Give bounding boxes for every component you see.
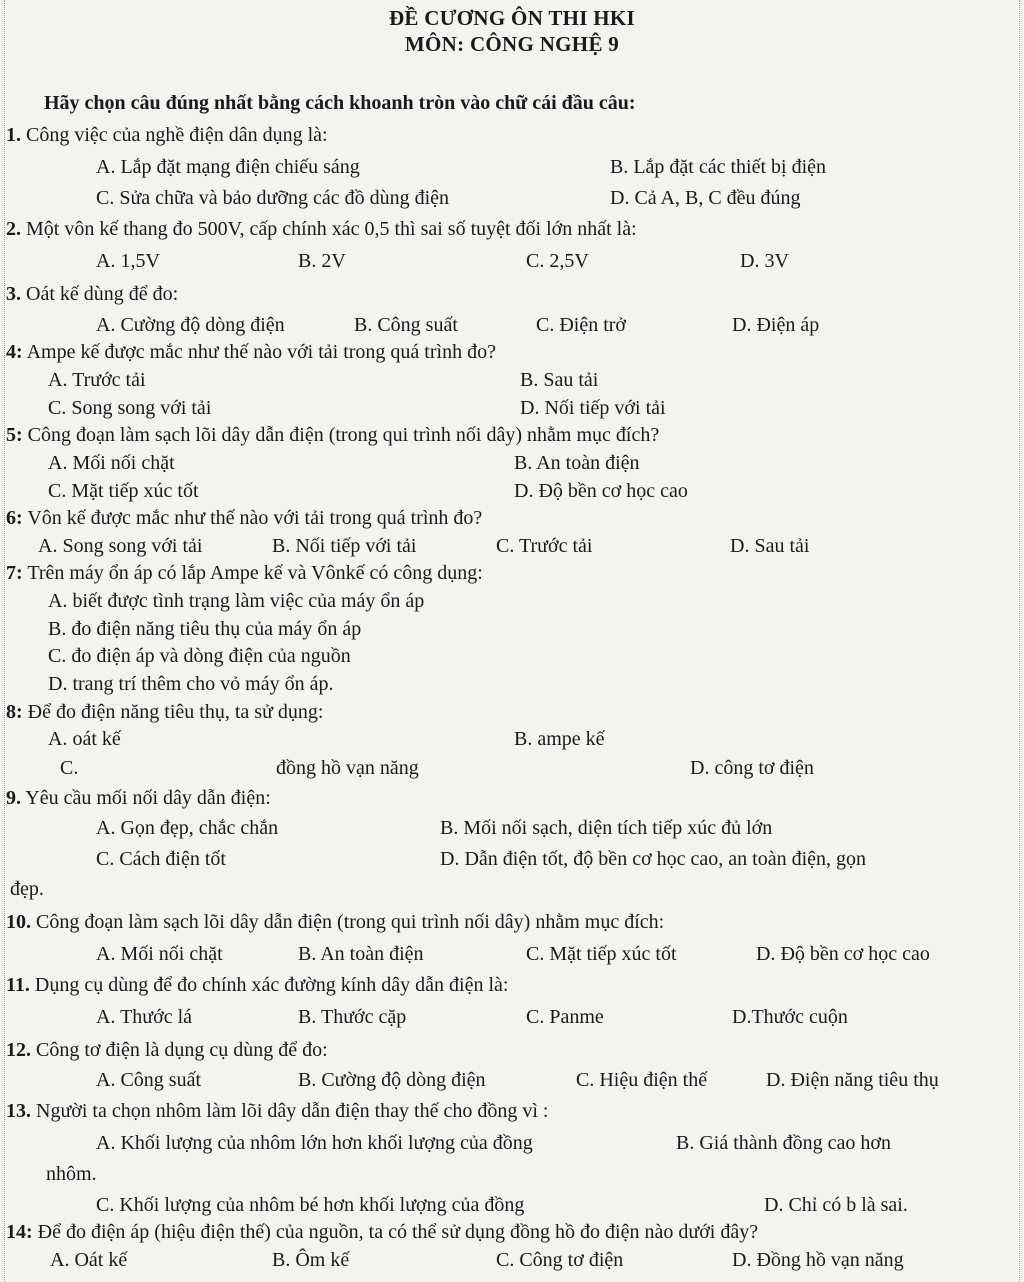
option-b[interactable]: B. ampe kế xyxy=(514,728,605,750)
question-text: Yêu cầu mối nối dây dẫn điện: xyxy=(25,787,271,809)
document-title: ĐỀ CƯƠNG ÔN THI HKI xyxy=(388,6,636,30)
question-text: Ampe kế được mắc như thế nào với tải trong quá trình đo? xyxy=(26,341,496,363)
option-a[interactable]: A. Mối nối chặt xyxy=(96,943,223,965)
option-c[interactable]: C. Công tơ điện xyxy=(496,1249,624,1271)
option-d[interactable]: D. Cả A, B, C đều đúng xyxy=(610,187,801,209)
option-c[interactable]: C. xyxy=(60,757,79,779)
option-c[interactable]: C. Trước tải xyxy=(496,535,593,557)
option-a[interactable]: A. Công suất xyxy=(96,1069,201,1091)
question-text: Để đo điện áp (hiệu điện thế) của nguồn, ta có thể sử dụng đồng hồ đo điện nào dưới đây? xyxy=(37,1221,759,1243)
question-9 xyxy=(6,787,271,810)
option-a[interactable]: A. Thước lá xyxy=(96,1006,193,1028)
option-b[interactable]: B. 2V xyxy=(298,250,346,272)
question-4 xyxy=(6,341,496,364)
question-number: 3. xyxy=(6,283,21,305)
question-3 xyxy=(6,283,178,306)
question-1 xyxy=(6,124,328,147)
option-b[interactable]: B. Cường độ dòng điện xyxy=(298,1069,486,1091)
option-d-continued: đẹp. xyxy=(10,878,44,900)
option-a[interactable]: A. Lắp đặt mạng điện chiếu sáng xyxy=(96,156,360,178)
question-text: Người ta chọn nhôm làm lõi dây dẫn điện thay thế cho đồng vì : xyxy=(36,1100,549,1122)
option-b[interactable]: B. An toàn điện xyxy=(514,452,640,474)
question-number: 7: xyxy=(6,562,23,584)
option-c[interactable]: C. Panme xyxy=(526,1006,604,1028)
option-a[interactable]: A. Song song với tải xyxy=(38,535,203,557)
question-number: 2. xyxy=(6,218,21,240)
option-b[interactable]: B. Sau tải xyxy=(520,369,599,391)
option-c[interactable]: C. Song song với tải xyxy=(48,397,212,419)
option-c[interactable]: C. Mặt tiếp xúc tốt xyxy=(48,480,199,502)
option-b[interactable]: B. Thước cặp xyxy=(298,1006,407,1028)
question-text: Để đo điện năng tiêu thụ, ta sử dụng: xyxy=(27,701,324,723)
option-c[interactable]: C. Sửa chữa và bảo dưỡng các đồ dùng điện xyxy=(96,187,450,209)
question-number: 9. xyxy=(6,787,21,809)
question-13 xyxy=(6,1100,548,1123)
option-c-text[interactable]: đồng hồ vạn năng xyxy=(276,757,419,779)
option-b[interactable]: B. An toàn điện xyxy=(298,943,424,965)
option-a[interactable]: A. biết được tình trạng làm việc của máy ổn áp xyxy=(48,590,425,612)
option-d[interactable]: D. Độ bền cơ học cao xyxy=(756,943,930,965)
option-c[interactable]: C. Cách điện tốt xyxy=(96,848,226,870)
question-number: 11. xyxy=(6,974,30,996)
option-b[interactable]: B. Lắp đặt các thiết bị điện xyxy=(610,156,827,178)
question-number: 4: xyxy=(6,341,23,363)
question-number: 10. xyxy=(6,911,31,933)
option-b[interactable]: B. Nối tiếp với tải xyxy=(272,535,417,557)
option-c[interactable]: C. Hiệu điện thế xyxy=(576,1069,708,1091)
option-a[interactable]: A. 1,5V xyxy=(96,250,160,272)
question-number: 14: xyxy=(6,1221,33,1243)
option-a[interactable]: A. Oát kế xyxy=(50,1249,128,1271)
question-number: 13. xyxy=(6,1100,31,1122)
question-number: 8: xyxy=(6,701,23,723)
question-number: 1. xyxy=(6,124,21,146)
option-b[interactable]: B. Mối nối sạch, diện tích tiếp xúc đủ lớn xyxy=(440,817,773,839)
option-d[interactable]: D. Chỉ có b là sai. xyxy=(764,1194,908,1216)
option-c[interactable]: C. Mặt tiếp xúc tốt xyxy=(526,943,677,965)
question-text: Dụng cụ dùng để đo chính xác đường kính dây dẫn điện là: xyxy=(34,974,509,996)
option-d[interactable]: D. Dẫn điện tốt, độ bền cơ học cao, an toàn điện, gọn xyxy=(440,848,867,870)
option-a[interactable]: A. Trước tải xyxy=(48,369,146,391)
option-a[interactable]: A. Gọn đẹp, chắc chắn xyxy=(96,817,279,839)
question-text: Một vôn kế thang đo 500V, cấp chính xác 0,5 thì sai số tuyệt đối lớn nhất là: xyxy=(26,218,637,240)
option-d[interactable]: D. Độ bền cơ học cao xyxy=(514,480,688,502)
option-d[interactable]: D. Điện áp xyxy=(732,314,820,336)
option-d[interactable]: D. Nối tiếp với tải xyxy=(520,397,666,419)
question-8 xyxy=(6,701,323,724)
option-d[interactable]: D. Đồng hồ vạn năng xyxy=(732,1249,904,1271)
option-c[interactable]: C. 2,5V xyxy=(526,250,589,272)
question-11 xyxy=(6,974,508,997)
question-7 xyxy=(6,562,483,585)
question-5 xyxy=(6,424,659,447)
option-b[interactable]: B. Ôm kế xyxy=(272,1249,350,1271)
question-12 xyxy=(6,1039,328,1062)
question-text: Công đoạn làm sạch lõi dây dẫn điện (trong qui trình nối dây) nhằm mục đích: xyxy=(36,911,665,933)
question-2 xyxy=(6,218,637,241)
question-number: 12. xyxy=(6,1039,31,1061)
option-d[interactable]: D. 3V xyxy=(740,250,789,272)
option-d[interactable]: D. công tơ điện xyxy=(690,757,814,779)
option-a[interactable]: A. Cường độ dòng điện xyxy=(96,314,285,336)
question-number: 5: xyxy=(6,424,23,446)
question-10 xyxy=(6,911,664,934)
question-text: Oát kế dùng để đo: xyxy=(26,283,179,305)
option-d[interactable]: D.Thước cuộn xyxy=(732,1006,848,1028)
option-b[interactable]: B. Công suất xyxy=(354,314,458,336)
question-6 xyxy=(6,507,482,530)
option-c[interactable]: C. Điện trở xyxy=(536,314,627,336)
question-number: 6: xyxy=(6,507,23,529)
question-text: Công đoạn làm sạch lõi dây dẫn điện (trong qui trình nối dây) nhằm mục đích? xyxy=(27,424,660,446)
option-b[interactable]: B. Giá thành đồng cao hơn xyxy=(676,1132,891,1154)
question-text: Trên máy ổn áp có lắp Ampe kế và Vônkế có công dụng: xyxy=(27,562,483,584)
question-14 xyxy=(6,1221,758,1244)
option-b-continued: nhôm. xyxy=(46,1163,97,1185)
option-a[interactable]: A. Khối lượng của nhôm lớn hơn khối lượng của đồng xyxy=(96,1132,533,1154)
option-d[interactable]: D. Điện năng tiêu thụ xyxy=(766,1069,939,1091)
subject-title: MÔN: CÔNG NGHỆ 9 xyxy=(404,32,620,56)
option-c[interactable]: C. Khối lượng của nhôm bé hơn khối lượng của đồng xyxy=(96,1194,525,1216)
option-d[interactable]: D. trang trí thêm cho vỏ máy ổn áp. xyxy=(48,673,334,695)
option-a[interactable]: A. oát kế xyxy=(48,728,121,750)
question-text: Công tơ điện là dụng cụ dùng để đo: xyxy=(36,1039,328,1061)
instruction: Hãy chọn câu đúng nhất bằng cách khoanh tròn vào chữ cái đầu câu: xyxy=(44,92,636,114)
question-text: Vôn kế được mắc như thế nào với tải trong quá trình đo? xyxy=(27,507,483,529)
option-c[interactable]: C. đo điện áp và dòng điện của nguồn xyxy=(48,645,351,667)
question-text: Công việc của nghề điện dân dụng là: xyxy=(26,124,328,146)
option-b[interactable]: B. đo điện năng tiêu thụ của máy ổn áp xyxy=(48,618,362,640)
option-d[interactable]: D. Sau tải xyxy=(730,535,810,557)
option-a[interactable]: A. Mối nối chặt xyxy=(48,452,175,474)
